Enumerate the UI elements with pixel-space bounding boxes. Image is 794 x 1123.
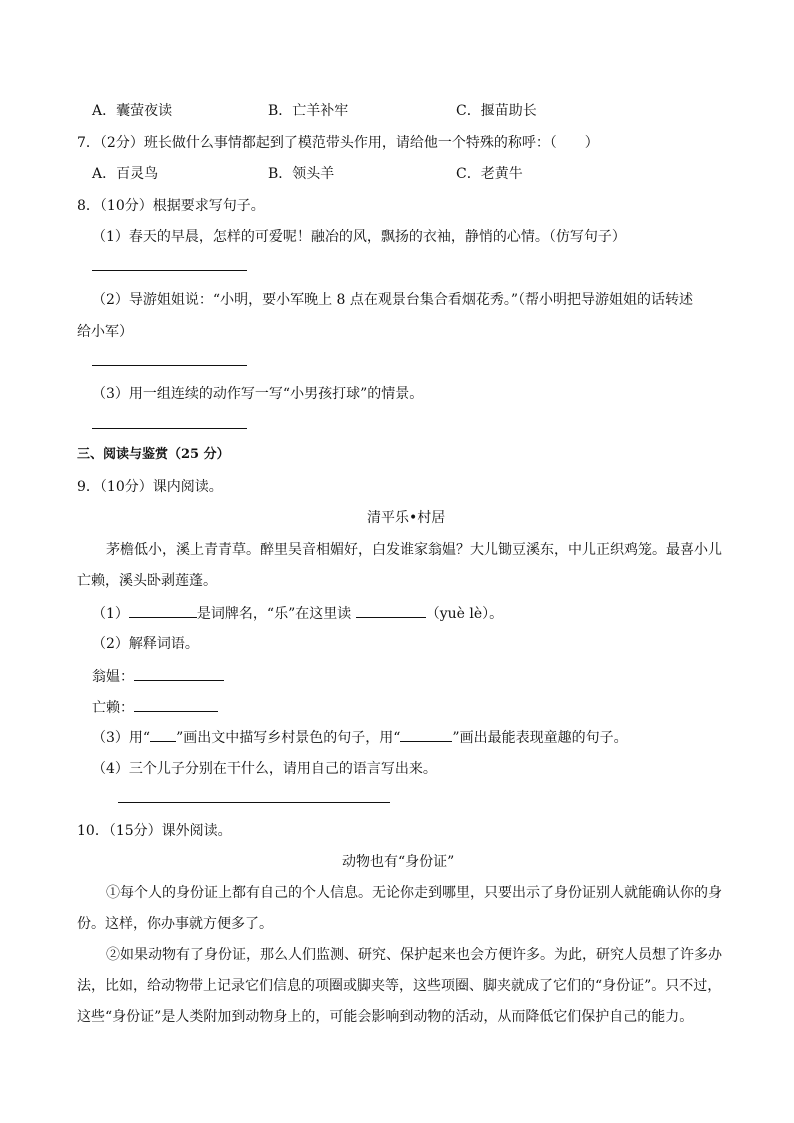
q9-poem-line1: 茅檐低小，溪上青青草。醉里吴音相媚好，白发谁家翁媪？大儿锄豆溪东，中儿正织鸡笼。最喜小儿: [106, 542, 722, 558]
q9-sub3-middle: ”画出文中描写乡村景色的句子，用“: [176, 730, 401, 746]
q10-para2-line3: 这些“身份证”是人类附加到动物身上的，可能会影响到动物的活动，从而降低它们保护自己的能力。: [77, 1009, 694, 1025]
q9-word1-label: 翁媪：: [92, 669, 134, 685]
q9-stem: 9．（10分）课内阅读。: [77, 479, 223, 495]
q9-blank-pronunciation[interactable]: [356, 603, 426, 618]
q10-para2-line2: 法，比如，给动物带上记录它们信息的项圈或脚夹等，这些项圈、脚夹就成了它们的“身份证”。只不过，: [77, 978, 722, 994]
q9-sub3-prefix: （3）用“: [92, 730, 151, 746]
q9-word2-label: 亡赖：: [92, 700, 134, 716]
q8-sub3: （3）用一组连续的动作写一写“小男孩打球”的情景。: [92, 386, 424, 402]
q9-poem-line2: 亡赖，溪头卧剥莲蓬。: [77, 573, 217, 589]
q9-answer-line-4[interactable]: [118, 802, 390, 803]
q9-blank-cipai[interactable]: [129, 603, 197, 618]
q9-blank-mark2: [400, 727, 452, 742]
q10-stem: 10．（15分）课外阅读。: [77, 823, 232, 839]
q9-sub1-middle: 是词牌名，“乐”在这里读: [196, 606, 352, 622]
q9-word2: [92, 697, 218, 718]
q6-option-a: A．囊萤夜读: [92, 103, 173, 119]
q9-blank-mark1: [150, 727, 176, 742]
q7-option-b: B．领头羊: [268, 166, 335, 182]
q9-sub1: [92, 603, 503, 624]
q6-option-b: B．亡羊补牢: [268, 103, 349, 119]
q9-word1: [92, 666, 224, 687]
q10-para2-line1: ②如果动物有了身份证，那么人们监测、研究、保护起来也会方便许多。为此，研究人员想了许多办: [106, 947, 722, 963]
q9-blank-wengao[interactable]: [134, 666, 224, 681]
q8-stem: 8．（10分）根据要求写句子。: [77, 198, 265, 214]
q8-sub2-line2: 给小军）: [77, 324, 133, 340]
q10-title: 动物也有“身份证”: [342, 854, 455, 870]
q9-blank-wanglai[interactable]: [134, 697, 218, 712]
q6-option-c: C．揠苗助长: [456, 103, 537, 119]
q8-answer-line-2[interactable]: [92, 365, 247, 366]
q7-option-a: A．百灵鸟: [92, 166, 159, 182]
q9-sub4: （4）三个儿子分别在干什么，请用自己的语言写出来。: [92, 761, 437, 777]
q10-para1-line1: ①每个人的身份证上都有自己的个人信息。无论你走到哪里，只要出示了身份证别人就能确认你的身: [106, 885, 722, 901]
section3-heading: 三、阅读与鉴赏（25 分）: [77, 447, 230, 462]
q8-answer-line-3[interactable]: [92, 428, 247, 429]
q9-sub3-suffix: ”画出最能表现童趣的句子。: [452, 730, 628, 746]
q7-stem: 7．（2分）班长做什么事情都起到了模范带头作用，请给他一个特殊的称呼：（ ）: [77, 135, 599, 151]
q9-sub1-prefix: （1）: [92, 606, 129, 622]
q8-sub2-line1: （2）导游姐姐说：“小明，要小军晚上 8 点在观景台集合看烟花秀。”（帮小明把导游姐姐的话转述: [92, 292, 694, 308]
q9-poem-title: 清平乐•村居: [367, 510, 446, 526]
q8-sub1: （1）春天的早晨，怎样的可爱呢！融冶的风，飘扬的衣袖，静悄的心情。（仿写句子）: [92, 229, 626, 245]
q10-para1-line2: 份。这样，你办事就方便多了。: [77, 916, 273, 932]
q7-option-c: C．老黄牛: [456, 166, 523, 182]
q9-sub3: [92, 727, 628, 748]
q8-answer-line-1[interactable]: [92, 270, 247, 271]
q9-sub1-suffix: （yuè lè）。: [425, 606, 504, 622]
q9-sub2: （2）解释词语。: [92, 636, 199, 652]
